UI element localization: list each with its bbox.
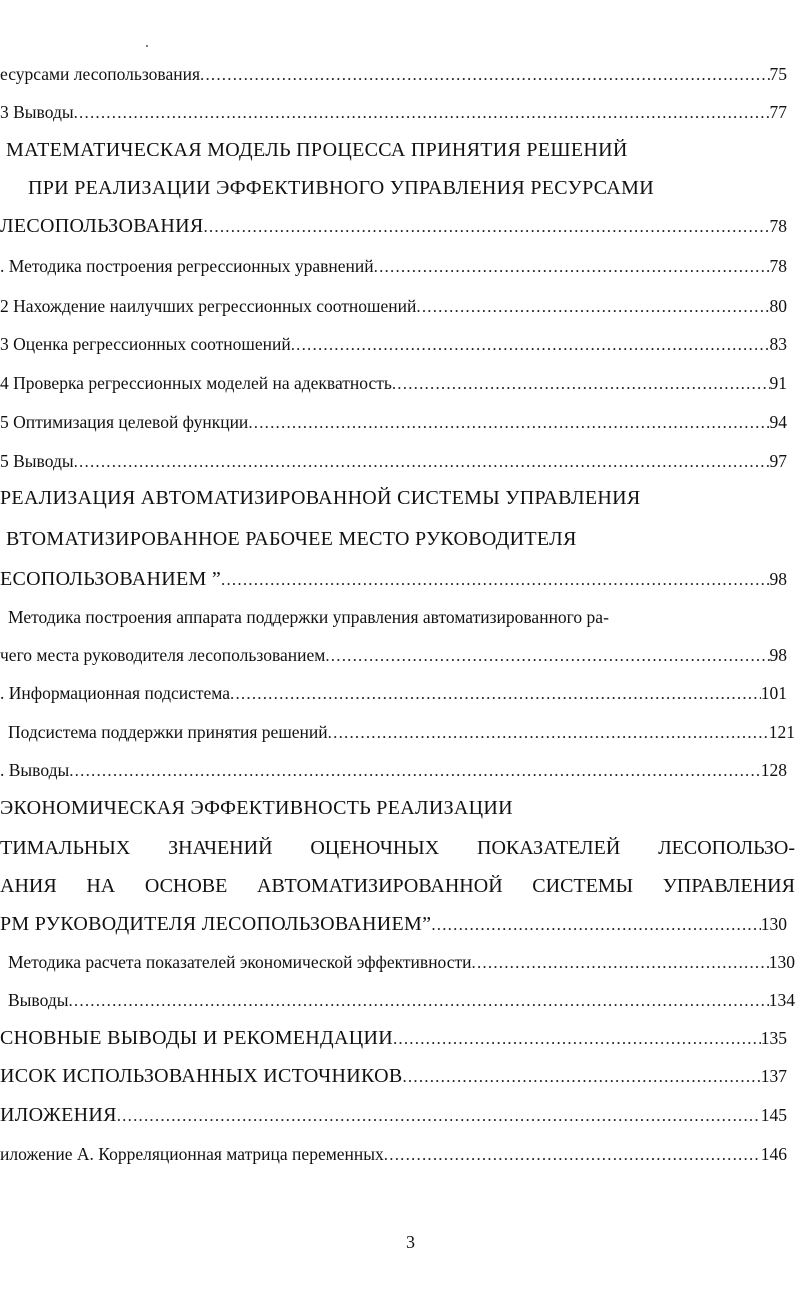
toc-entry: [0, 404, 795, 440]
entry-page: 78: [769, 256, 787, 276]
entry-page: 91: [769, 373, 787, 393]
dot-leader: [69, 753, 761, 788]
entry-title: . Выводы: [0, 760, 70, 780]
entry-title: ИСОК ИСПОЛЬЗОВАННЫХ ИСТОЧНИКОВ: [0, 1065, 403, 1087]
dot-leader: [248, 405, 769, 440]
scan-speck: [146, 45, 148, 47]
dot-leader: [230, 676, 761, 711]
entry-page: 98: [769, 645, 787, 665]
dot-leader: [68, 983, 768, 1018]
entry-title: Выводы: [8, 990, 69, 1010]
toc-entry: [0, 752, 795, 788]
heading-word: АНИЯ: [0, 875, 57, 897]
dot-leader: [221, 562, 769, 597]
entry-title: Методика расчета показателей экономической эффективности: [8, 952, 472, 972]
toc-entry: [0, 94, 795, 130]
dot-leader: [74, 95, 770, 130]
entry-title: чего места руководителя лесопользованием: [0, 645, 326, 665]
dot-leader: [328, 715, 769, 750]
entry-page: 145: [760, 1105, 787, 1125]
entry-page: 128: [760, 760, 787, 780]
entry-page: 130: [760, 914, 787, 934]
entry-title: ИЛОЖЕНИЯ: [0, 1104, 117, 1126]
dot-leader: [416, 289, 769, 324]
entry-page: 83: [769, 334, 787, 354]
dot-leader: [431, 907, 760, 942]
entry-title: иложение А. Корреляционная матрица переменных: [0, 1144, 384, 1164]
entry-title: Подсистема поддержки принятия решений: [8, 722, 328, 742]
entry-page: 97: [769, 451, 787, 471]
entry-page: 130: [768, 952, 795, 972]
toc-entry: [0, 248, 795, 284]
chapter-heading-line: ПРИ РЕАЛИЗАЦИИ ЭФФЕКТИВНОГО УПРАВЛЕНИЯ РЕСУРСАМИ: [28, 177, 655, 199]
toc-entry: [0, 675, 795, 711]
entry-page: 137: [760, 1066, 787, 1086]
toc-entry: [0, 944, 795, 980]
dot-leader: [402, 1059, 760, 1094]
toc-entry: [0, 982, 795, 1018]
chapter-heading-line: РЕАЛИЗАЦИЯ АВТОМАТИЗИРОВАННОЙ СИСТЕМЫ УПРАВЛЕНИЯ: [0, 487, 641, 509]
entry-title: СНОВНЫЕ ВЫВОДЫ И РЕКОМЕНДАЦИИ: [0, 1027, 393, 1049]
entry-title: есурсами лесопользования: [0, 64, 200, 84]
entry-title: Методика построения аппарата поддержки управления автоматизированного ра-: [8, 607, 609, 627]
entry-page: 135: [760, 1028, 787, 1048]
entry-title: 3 Оценка регрессионных соотношений: [0, 334, 291, 354]
entry-page: 98: [769, 569, 787, 589]
entry-page: 146: [760, 1144, 787, 1164]
toc-entry: [0, 288, 795, 324]
toc-entry: [0, 1097, 795, 1133]
heading-word: ПОКАЗАТЕЛЕЙ: [477, 837, 621, 859]
toc-entry: [0, 561, 795, 597]
entry-page: 121: [768, 722, 795, 742]
entry-title: 5 Оптимизация целевой функции: [0, 412, 249, 432]
heading-word: УПРАВЛЕНИЯ: [662, 875, 795, 897]
heading-word: ЛЕСОПОЛЬЗО-: [658, 837, 795, 859]
entry-page: 80: [769, 296, 787, 316]
dot-leader: [200, 57, 770, 92]
toc-entry: [0, 906, 795, 942]
toc-entry: [0, 714, 795, 750]
dot-leader: [325, 638, 769, 673]
entry-page: 134: [768, 990, 795, 1010]
entry-title: 5 Выводы: [0, 451, 74, 471]
entry-title: 4 Проверка регрессионных моделей на адекватность: [0, 373, 392, 393]
heading-word: НА: [86, 875, 116, 897]
entry-title: 3 Выводы: [0, 102, 74, 122]
chapter-heading-line: ЛЕСОПОЛЬЗОВАНИЯ: [0, 215, 204, 237]
chapter-heading-line: МАТЕМАТИЧЕСКАЯ МОДЕЛЬ ПРОЦЕССА ПРИНЯТИЯ РЕШЕНИЙ: [6, 139, 628, 161]
chapter-heading-line: ЕСОПОЛЬЗОВАНИЕМ ”: [0, 568, 222, 590]
heading-word: ТИМАЛЬНЫХ: [0, 837, 131, 859]
entry-page: 94: [769, 412, 787, 432]
toc-entry: [0, 326, 795, 362]
toc-entry: [0, 637, 795, 673]
dot-leader: [393, 1021, 761, 1056]
toc-entry: [0, 365, 795, 401]
heading-word: ЗНАЧЕНИЙ: [168, 837, 273, 859]
dot-leader: [117, 1098, 761, 1133]
page-number: 3: [406, 1232, 415, 1252]
entry-page: 78: [769, 216, 787, 236]
entry-title: . Методика построения регрессионных уравнений: [0, 256, 374, 276]
toc-entry: [0, 1136, 795, 1172]
entry-page: 75: [769, 64, 787, 84]
toc-entry: [0, 208, 795, 244]
toc-entry: [0, 443, 795, 479]
toc-entry: [0, 56, 795, 92]
entry-page: 101: [760, 683, 787, 703]
chapter-heading-line: [0, 830, 795, 866]
dot-leader: [74, 444, 770, 479]
dot-leader: [472, 945, 769, 980]
toc-entry: [0, 1020, 795, 1056]
dot-leader: [392, 366, 770, 401]
dot-leader: [291, 327, 770, 362]
chapter-heading-line: [0, 868, 795, 904]
heading-word: ОСНОВЕ: [144, 875, 228, 897]
entry-page: 77: [769, 102, 787, 122]
chapter-heading-line: РМ РУКОВОДИТЕЛЯ ЛЕСОПОЛЬЗОВАНИЕМ”: [0, 913, 432, 935]
entry-title: . Информационная подсистема: [0, 683, 231, 703]
heading-word: СИСТЕМЫ: [532, 875, 634, 897]
chapter-heading-line: ВТОМАТИЗИРОВАННОЕ РАБОЧЕЕ МЕСТО РУКОВОДИТЕЛЯ: [6, 528, 577, 550]
toc-entry: [0, 1058, 795, 1094]
dot-leader: [374, 249, 770, 284]
dot-leader: [384, 1137, 761, 1172]
dot-leader: [203, 209, 769, 244]
entry-title: 2 Нахождение наилучших регрессионных соотношений: [0, 296, 417, 316]
chapter-heading-line: ЭКОНОМИЧЕСКАЯ ЭФФЕКТИВНОСТЬ РЕАЛИЗАЦИИ: [0, 797, 513, 819]
heading-word: АВТОМАТИЗИРОВАННОЙ: [257, 875, 503, 897]
heading-word: ОЦЕНОЧНЫХ: [310, 837, 440, 859]
